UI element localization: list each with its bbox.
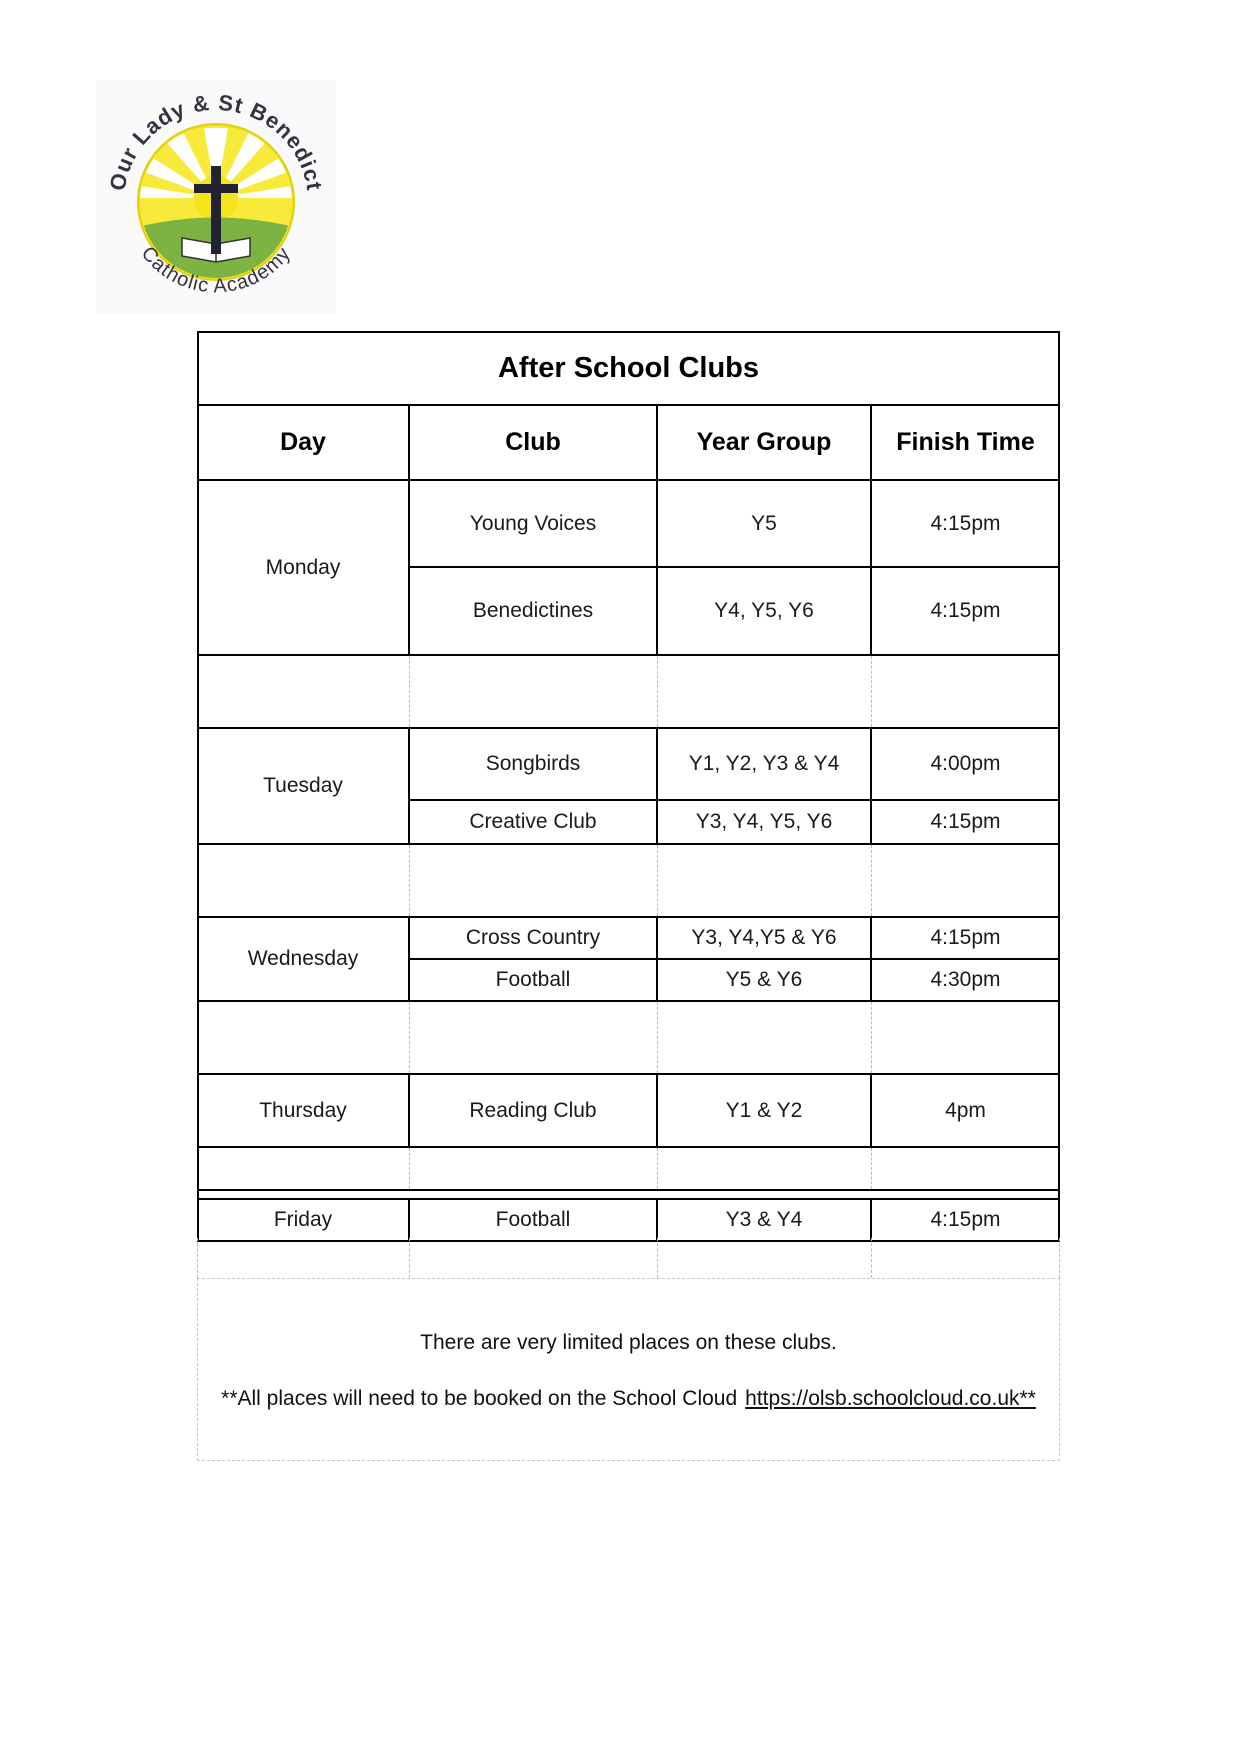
day-thursday: Thursday	[259, 1098, 347, 1122]
club-cell: Cross Country	[465, 926, 601, 949]
gridline	[871, 1148, 872, 1189]
gridline	[871, 1238, 872, 1278]
time-cell: 4:15pm	[930, 599, 1001, 622]
club-cell: Songbirds	[485, 752, 581, 775]
day-monday: Monday	[265, 555, 341, 579]
header-year-group: Year Group	[696, 428, 832, 456]
time-cell: 4:15pm	[930, 926, 1001, 949]
year-cell: Y1 & Y2	[725, 1098, 803, 1122]
time-cell: 4:15pm	[930, 511, 1001, 535]
rule	[870, 728, 872, 844]
gridline	[409, 1002, 410, 1073]
svg-text:Our Lady & St Benedict: Our Lady & St Benedict	[104, 89, 328, 193]
gridline	[409, 1238, 410, 1278]
club-cell: Creative Club	[469, 810, 597, 833]
rule	[197, 1146, 1060, 1148]
rule	[197, 727, 1060, 729]
rule	[408, 1199, 410, 1240]
time-cell: 4:15pm	[930, 1207, 1001, 1231]
header-finish-time: Finish Time	[896, 428, 1035, 456]
gridline	[657, 1148, 658, 1189]
rule	[409, 958, 1060, 960]
day-friday: Friday	[273, 1207, 333, 1231]
day-tuesday: Tuesday	[263, 774, 343, 797]
gridline	[871, 656, 872, 727]
header-day: Day	[280, 428, 326, 456]
gridline	[871, 1002, 872, 1073]
club-cell: Football	[495, 1207, 571, 1231]
rule	[197, 654, 1060, 656]
rule	[197, 1000, 1060, 1002]
year-cell: Y3 & Y4	[725, 1207, 803, 1231]
rule	[197, 843, 1060, 845]
year-cell: Y3, Y4,Y5 & Y6	[691, 926, 837, 949]
time-cell: 4:30pm	[930, 968, 1001, 991]
rule	[408, 728, 410, 844]
gridline	[409, 656, 410, 727]
rule	[656, 917, 658, 1001]
rule	[408, 405, 410, 655]
rule	[197, 1198, 1060, 1200]
year-cell: Y5 & Y6	[725, 968, 803, 991]
rule	[409, 566, 1060, 568]
club-cell: Reading Club	[469, 1098, 597, 1122]
time-cell: 4:15pm	[930, 810, 1001, 833]
school-logo	[96, 80, 336, 314]
header-club: Club	[505, 428, 561, 456]
rule	[197, 404, 1060, 406]
rule	[656, 405, 658, 655]
club-cell: Benedictines	[472, 599, 594, 622]
rule	[197, 1189, 1060, 1191]
rule	[870, 1199, 872, 1240]
note-spacer-row	[197, 1238, 1060, 1278]
school-crest-icon	[96, 80, 336, 314]
gridline	[657, 1238, 658, 1278]
rule	[870, 405, 872, 655]
rule	[656, 728, 658, 844]
time-cell: 4pm	[945, 1098, 986, 1122]
booking-note	[197, 1278, 1060, 1461]
gridline	[409, 845, 410, 916]
rule	[409, 799, 1060, 801]
gridline	[197, 1238, 198, 1278]
day-wednesday: Wednesday	[247, 947, 359, 970]
booking-text: **All places will need to be booked on the School Cloud	[221, 1387, 738, 1410]
rule	[870, 917, 872, 1001]
rule	[870, 1074, 872, 1147]
year-cell: Y1, Y2, Y3 & Y4	[688, 752, 840, 775]
rule	[656, 1199, 658, 1240]
gridline	[409, 1148, 410, 1189]
club-cell: Young Voices	[469, 511, 597, 535]
time-cell: 4:00pm	[930, 752, 1001, 775]
rule	[197, 916, 1060, 918]
booking-instructions	[198, 1387, 1059, 1411]
gridline	[657, 1002, 658, 1073]
rule	[408, 1074, 410, 1147]
gridline	[871, 845, 872, 916]
table-title: After School Clubs	[497, 351, 759, 384]
gridline	[657, 845, 658, 916]
svg-text:Catholic Academy: Catholic Academy	[136, 242, 296, 298]
gridline	[1059, 1238, 1060, 1278]
gridline	[657, 656, 658, 727]
year-cell: Y5	[751, 511, 777, 535]
limited-places-note: There are very limited places on these clubs.	[420, 1331, 837, 1354]
year-cell: Y4, Y5, Y6	[714, 599, 814, 622]
school-cloud-link[interactable]: https://olsb.schoolcloud.co.uk**	[745, 1387, 1036, 1410]
rule	[656, 1074, 658, 1147]
year-cell: Y3, Y4, Y5, Y6	[695, 810, 833, 833]
club-cell: Football	[495, 968, 571, 991]
rule	[197, 1073, 1060, 1075]
rule	[408, 917, 410, 1001]
rule	[197, 479, 1060, 481]
